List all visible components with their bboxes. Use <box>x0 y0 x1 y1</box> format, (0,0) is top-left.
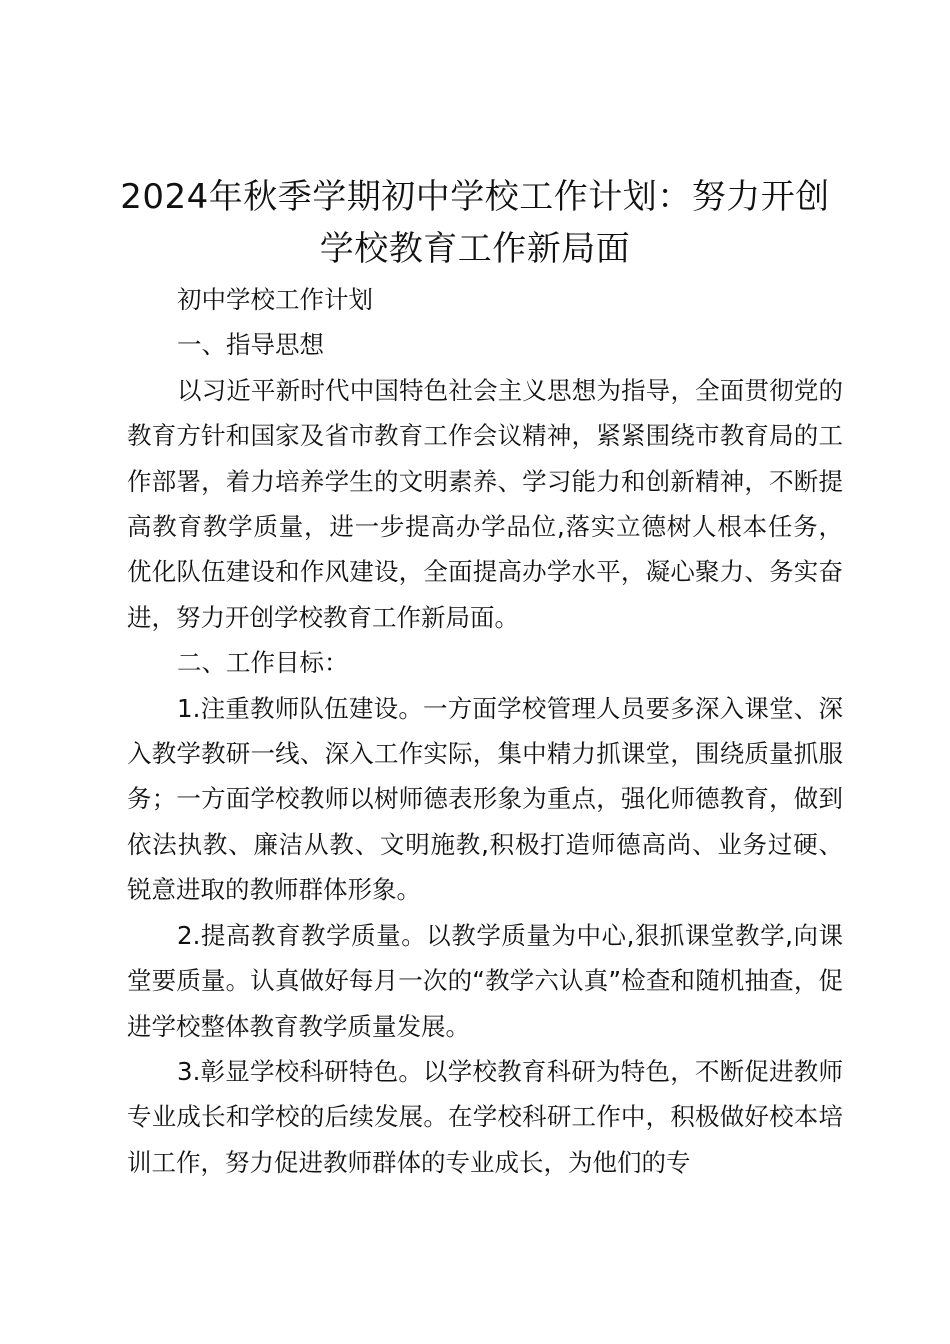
body-paragraph-goal-2: 2.提高教育教学质量。以教学质量为中心,狠抓课堂教学,向课堂要质量。认真做好每月一次的“教学六认真”检查和随机抽查，促进学校整体教育教学质量发展。 <box>127 920 843 1041</box>
section-heading-work-goals: 二、工作目标： <box>177 648 349 678</box>
section-heading-guiding-ideology: 一、指导思想 <box>177 330 324 360</box>
body-paragraph-goal-1: 1.注重教师队伍建设。一方面学校管理人员要多深入课堂、深入教学教研一线、深入工作实际，集中精力抓课堂，围绕质量抓服务；一方面学校教师以树师德表形象为重点，强化师德教育，做到依法执教、廉洁从教、文明施教,积极打造师德高尚、业务过硬、锐意进取的教师群体形象。 <box>127 693 843 905</box>
body-paragraph-goal-3: 3.彰显学校科研特色。以学校教育科研为特色，不断促进教师专业成长和学校的后续发展。在学校科研工作中，积极做好校本培训工作，努力促进教师群体的专业成长，为他们的专 <box>127 1056 843 1177</box>
body-paragraph-guiding-ideology: 以习近平新时代中国特色社会主义思想为指导，全面贯彻党的教育方针和国家及省市教育工作会议精神，紧紧围绕市教育局的工作部署，着力培养学生的文明素养、学习能力和创新精神，不断提高教育教学质量，进一步提高办学品位,落实立德树人根本任务，优化队伍建设和作风建设，全面提高办学水平，凝心聚力、务实奋进，努力开创学校教育工作新局面。 <box>127 375 843 632</box>
subtitle-paragraph: 初中学校工作计划 <box>177 285 373 314</box>
document-title: 2024年秋季学期初中学校工作计划：努力开创学校教育工作新局面 <box>120 177 830 269</box>
document-body <box>127 277 843 1185</box>
